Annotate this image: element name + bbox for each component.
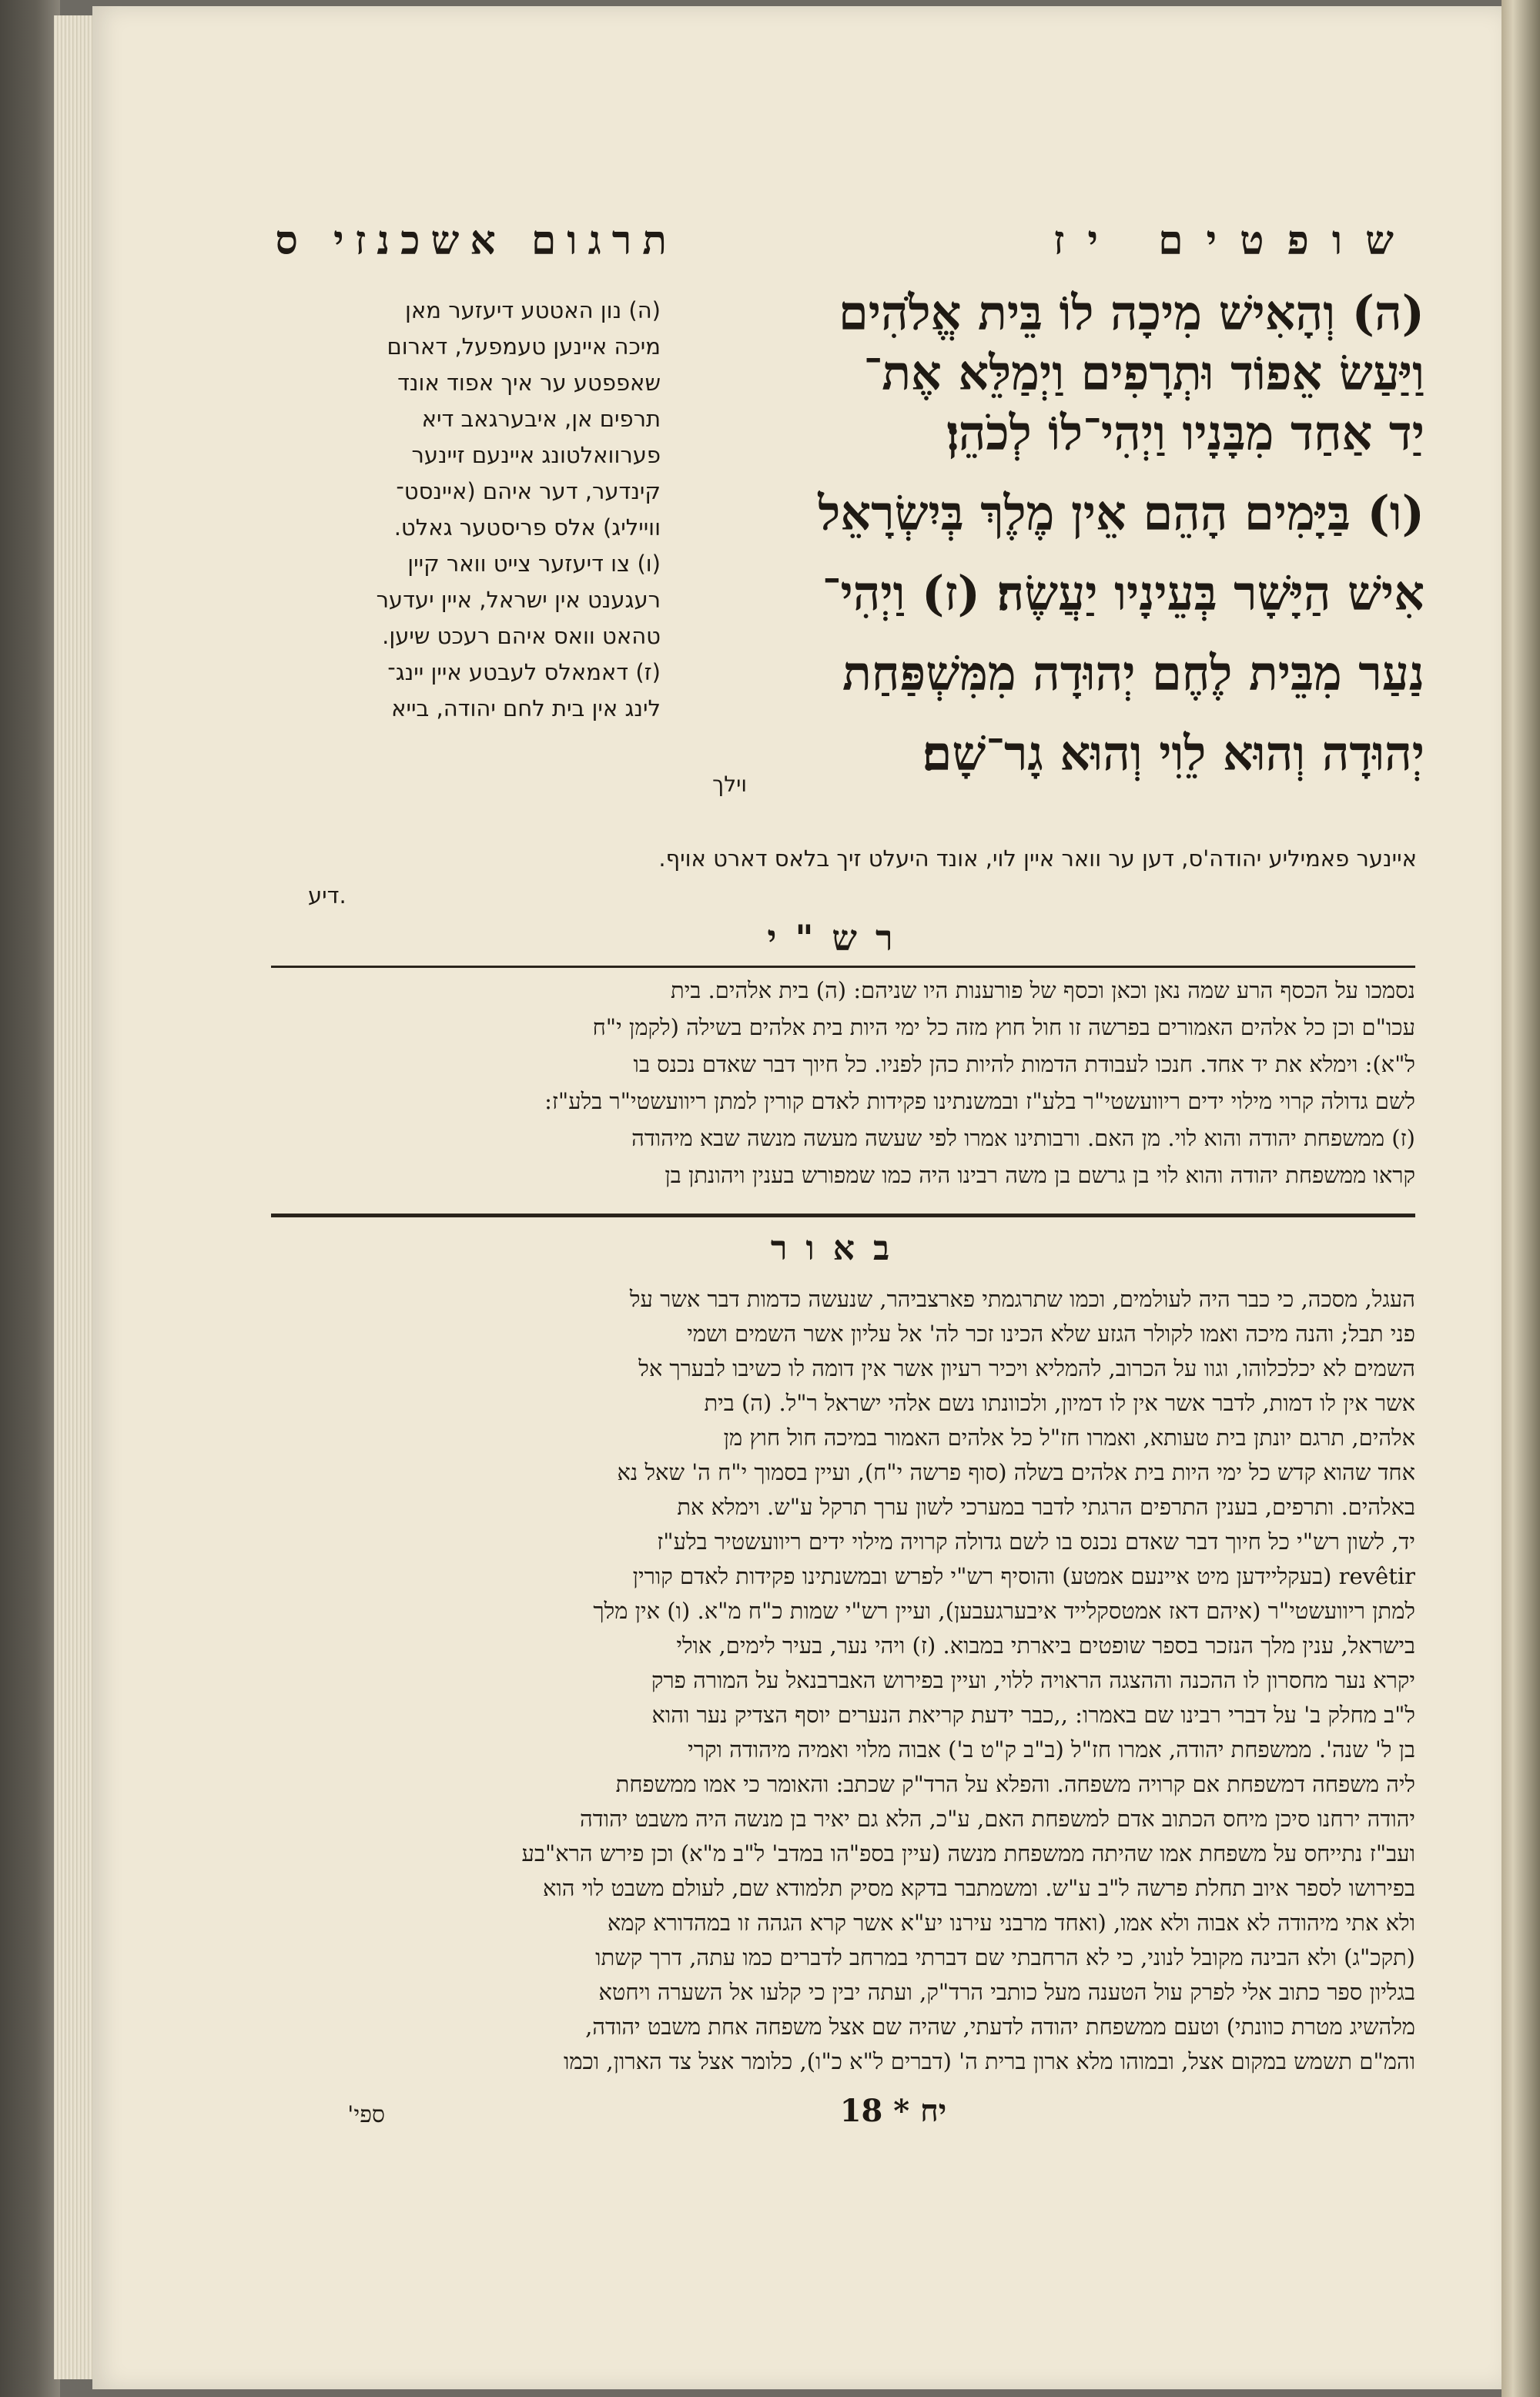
translation-line: ווייליג) אלס פריסטער גאלט. (393, 514, 661, 541)
biur-line: יהודה ירחנו סיכן מיחס הכתוב אדם למשפחת האם, ע"כ, הלא גם יאיר בן מנשה היה משבט יהודה (580, 1806, 1415, 1832)
rashi-bottom-rule (271, 1214, 1415, 1217)
biur-line: פני תבל; והנה מיכה ואמו לקולר הגזע שלא הכינו זכר לה' אל עליון אשר השמים ושמי (687, 1321, 1415, 1347)
verse-line: וַיַּעַשׂ אֵפוֹד וּתְרָפִים וַיְמַלֵּא אֶת־ (863, 345, 1424, 401)
translation-line: מיכה איינען טעמפעל, דארום (387, 333, 661, 360)
translation-line: לינג אין בית לחם יהודה, בייא (391, 695, 661, 721)
translation-line: (ז) דאמאלס לעבטע איין יינג־ (387, 659, 661, 685)
biur-line: אחד שהוא קדש כל ימי היות בית אלהים בשלה (סוף פרשה י"ח), ועיין בסמוך י"ח ה' שאל נא (617, 1459, 1415, 1485)
biur-title: באור (770, 1229, 909, 1268)
verse-line: (ה) וְהָאִישׁ מִיכָה לוֹ בֵּית אֱלֹהִים (839, 285, 1424, 341)
biur-line: אלהים, תרגם יונתן בית טעותא, ואמרו חז"ל כל אלהים האמור במיכה חול חוץ מן (723, 1424, 1415, 1451)
translation-line: (ה) נון האטטע דיעזער מאן (405, 297, 661, 323)
biur-line: בן ל' שנה'. ממשפחת יהודה, אמרו חז"ל (ב"ב ק"ט ב') אבוה מלוי ואמיה מיהודה וקרי (688, 1736, 1415, 1763)
biur-line: revêtir (בעקליידען מיט איינעם אמטע) והוסיף רש"י לפרש ובמשנתינו פקידות לאדם קורין (632, 1563, 1415, 1589)
biur-line: בפירושו לספר איוב תחלת פרשה ל"ב ע"ש. ומשמתבר בדקא מסיק תלמודא שם, לעולם משבט לוי הוא (542, 1875, 1415, 1901)
page-signature: יח * 18 (839, 2093, 947, 2129)
header-right-title: שופטים יז (1053, 217, 1417, 264)
biur-line: ל"ב מחלק ב' על דברי רבינו שם באמרו: ,,כבר ידעת קריאת הנערים יוסף הצדיק נער והוא (651, 1702, 1415, 1728)
translation-line: רעגענט אין ישראל, איין יעדער (376, 587, 661, 613)
translation-line: טהאט וואס איהם רעכט שיען. (382, 623, 661, 649)
translation-line: פערוואלטונג איינעם זיינער (411, 442, 661, 468)
footer-catchword: ספי' (347, 2101, 385, 2128)
translation-line: שאפפטע ער איך אפוד אונד (397, 370, 661, 396)
translation-last-word: דיע. (308, 882, 346, 909)
verse-catchword: וילך (712, 772, 747, 797)
verse-line: (ו) בַּיָּמִים הָהֵם אֵין מֶלֶךְ בְּיִשְׂרָאֵל (818, 485, 1424, 541)
biur-line: ולא אתי מיהודה לא אבוה ולא אמו, (ואחד מרבני עירנו יע"א אשר קרא הגהה זו במהדורא קמא (607, 1910, 1415, 1936)
verse-line: יְהוּדָה וְהוּא לֵוִי וְהוּא גָר־שָׁם׃ (922, 725, 1424, 782)
rashi-line: נסמכו על הכסף הרע שמה נאן וכאן וכסף של פורענות היו שניהם: (ה) בית אלהים. בית (671, 977, 1415, 1003)
translation-full-line: איינער פאמיליע יהודה'ס, דען ער וואר איין לוי, אונד היעלט זיך בלאס דארט אויף. (658, 845, 1417, 872)
rashi-line: ל"א): וימלא את יד אחד. חנכו לעבודת הדמות להיות כהן לפניו. כל חיוך דבר שאדם נכנס בו (633, 1051, 1415, 1077)
biur-line: בישראל, ענין מלך הנזכר בספר שופטים ביארתי במבוא. (ז) ויהי נער, בעיר לימים, אולי (676, 1632, 1415, 1659)
biur-line: בגליון ספר כתוב אלי לפרק עול הטענה מעל כותבי הרד"ק, ועתה יבין כי קלעו אל השערה ויחטא (598, 1979, 1415, 2005)
translation-line: תרפים אן, איבערגאב דיא (421, 406, 661, 432)
verse-line: נַעַר מִבֵּית לֶחֶם יְהוּדָה מִמִּשְׁפַּחַת (842, 645, 1424, 701)
rashi-top-rule (271, 966, 1415, 968)
biur-line: ועב"ז נתייחס על משפחת אמו שהיתה ממשפחת מנשה (עיין בספ"הו במדב' ל"ב מ"א) וכן פירש הרא"בע (521, 1840, 1415, 1866)
translation-line: (ו) צו דיעזער צייט וואר קיין (407, 551, 661, 577)
rashi-line: (ז) ממשפחת יהודה והוא לוי. מן האם. ורבותינו אמרו לפי שעשה מעשה מנשה שבא מיהודה (631, 1125, 1415, 1151)
biur-line: באלהים. ותרפים, בענין התרפים הרגתי לדבר במערכי לשון ערך תרקל ע"ש. וימלא את (677, 1494, 1415, 1520)
translation-line: קינדער, דער איהם (איינסט־ (396, 478, 661, 504)
book-spine (0, 0, 60, 2397)
biur-line: העגל, מסכה, כי כבר היה לעולמים, וכמו שתרגמתי פארצביהר, שנעשה כדמות דבר אשר על (629, 1286, 1415, 1312)
verse-line: יַד אַחַד מִבָּנָיו וַיְהִי־לוֹ לְכֹהֵן׃ (946, 405, 1424, 461)
biur-line: יד, לשון רש"י כל חיוך דבר שאדם נכנס בו לשם גדולה קרויה מילוי ידים ריוועשטיר בלע"ז (657, 1528, 1415, 1555)
rashi-title: רש"י (767, 917, 912, 959)
right-page-edge (1502, 0, 1540, 2397)
rashi-line: קראו ממשפחת יהודה והוא לוי בן גרשם בן משה רבינו היה כמו שמפורש בענין ויהונתן בן (665, 1162, 1415, 1188)
biur-line: מלהשיג מטרת כוונתי) וטעם ממשפחת יהודה לדעתי, שהיה שם אצל משפחה אחת משבט יהודה, (585, 2014, 1415, 2040)
biur-line: יקרא נער מחסרון לו ההכנה וההצגה הראויה ללוי, ועיין בפירוש האברבנאל על המורה פרק (651, 1667, 1415, 1693)
biur-line: למתן ריוועשטי"ר (איהם דאז אמטסקלייד איבערגעבען), ועיין רש"י שמות כ"ח מ"א. (ו) אין מלך (593, 1598, 1415, 1624)
rashi-line: עכו"ם וכן כל אלהים האמורים בפרשה זו חול חוץ מזה כל ימי היות בית אלהים בשילה (לקמן י"ח (592, 1014, 1415, 1040)
biur-line: ליה משפחה דמשפחת אם קרויה משפחה. והפלא על הרד"ק שכתב: והאומר כי אמו ממשפחת (615, 1771, 1415, 1797)
biur-line: השמים לא יכלכלוהו, וגוו על הכרוב, להמליא ויכיר רעיון אשר אין דומה לו כשיבו לבערך אל (638, 1355, 1415, 1381)
verse-line: אִישׁ הַיָּשָׁר בְּעֵינָיו יַעֲשֶׂה׃ (ז) וַיְהִי־ (822, 565, 1424, 621)
rashi-line: לשם גדולה קרוי מילוי ידים ריוועשטי"ר בלע"ז ובמשנתינו פקידות לאדם קורין למתן ריוועשטי"ר בלע"ז: (544, 1088, 1415, 1114)
header-left-title: תרגום אשכנזי ס (275, 217, 678, 264)
biur-line: והמ"ם תשמש במקום אצל, ובמוהו מלא ארון ברית ה' (דברים ל"א כ"ו), כלומר אצל צד הארון, וכמו (563, 2048, 1415, 2074)
biur-line: אשר אין לו דמות, לדבר אשר אין לו דמיון, ולכוונתו נשם אלהי ישראל ר"ל. (ה) בית (704, 1390, 1415, 1416)
biur-line: (תקכ"ג) ולא הבינה מקובל לנוני, כי לא הרחבתי שם דברתי במרחב לדברים כמו עתה, דרך קשתו (595, 1944, 1415, 1970)
